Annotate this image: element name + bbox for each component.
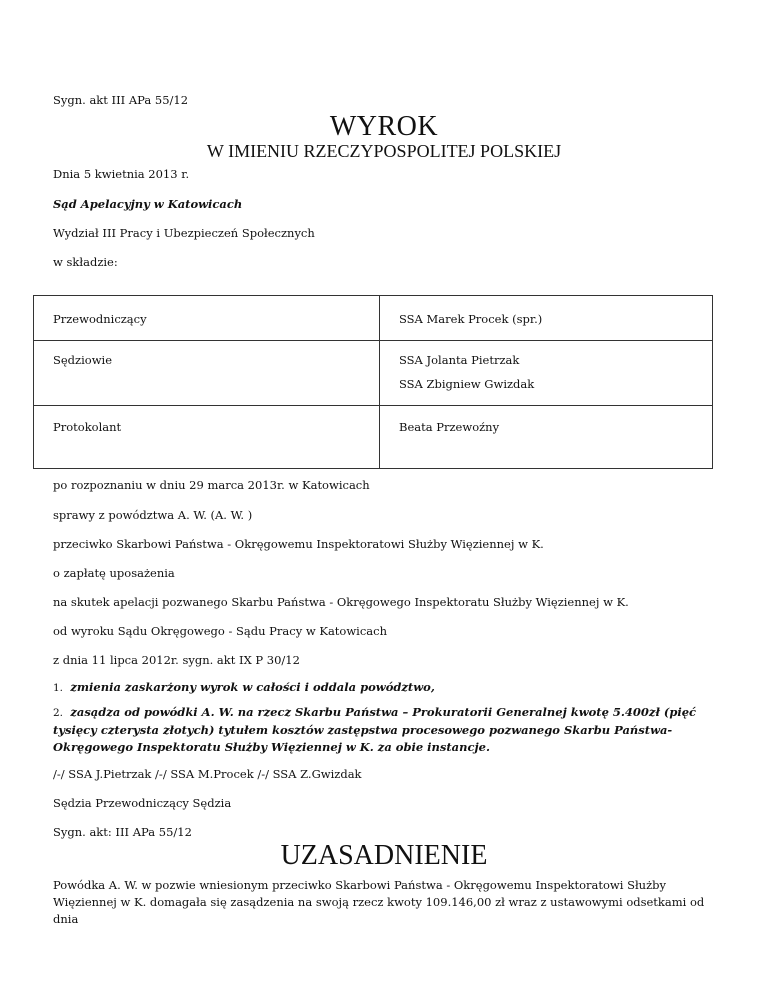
- table-row: [34, 341, 713, 406]
- composition-intro: w składzie:: [53, 255, 118, 269]
- court-division: Wydział III Pracy i Ubezpieczeń Społecznych: [53, 226, 315, 240]
- judge-name: SSA Zbigniew Gwizdak: [399, 377, 535, 391]
- body-line: sprawy z powództwa A. W. (A. W. ): [53, 508, 253, 522]
- body-line: przeciwko Skarbowi Państwa - Okręgowemu Inspektoratowi Służby Więziennej w K.: [53, 537, 544, 551]
- role-label: Protokolant: [53, 420, 122, 434]
- ruling-text: zmienia zaskarżony wyrok w całości i oddala powództwo,: [70, 680, 435, 694]
- signature-titles: Sędzia Przewodniczący Sędzia: [53, 796, 232, 810]
- ruling-text: zasądza od powódki A. W. na rzecz Skarbu Państwa – Prokuratorii Generalnej kwotę 5.400zł (pięć tysięcy czterysta złotych) tytułem kosztów zastępstwa procesowego pozwanego Skarbu Państwa- Okręgowego Inspektoratu Służby Więziennej w K. za obie instancje.: [53, 705, 697, 754]
- judgment-date: Dnia 5 kwietnia 2013 r.: [53, 167, 190, 181]
- body-line: z dnia 11 lipca 2012r. sygn. akt IX P 30/12: [53, 653, 300, 667]
- signatures: /-/ SSA J.Pietrzak /-/ SSA M.Procek /-/ SSA Z.Gwizdak: [53, 767, 362, 781]
- ruling-number: 2.: [53, 707, 64, 719]
- body-line: o zapłatę uposażenia: [53, 566, 175, 580]
- role-label: Przewodniczący: [53, 312, 147, 326]
- judge-name: SSA Marek Procek (spr.): [399, 312, 543, 326]
- clerk-name: Beata Przewoźny: [399, 420, 500, 434]
- justification-case-signature: Sygn. akt: III APa 55/12: [53, 825, 192, 839]
- body-line: od wyroku Sądu Okręgowego - Sądu Pracy w Katowicach: [53, 624, 388, 638]
- judgment-title: WYROK: [329, 111, 439, 142]
- table-row: [34, 406, 713, 469]
- body-line: po rozpoznaniu w dniu 29 marca 2013r. w Katowicach: [53, 478, 370, 492]
- case-signature: Sygn. akt III APa 55/12: [53, 93, 189, 107]
- ruling-number: 1.: [53, 682, 64, 694]
- ruling-point: [53, 679, 715, 697]
- table-row: [34, 296, 713, 341]
- judge-name: SSA Jolanta Pietrzak: [399, 353, 520, 367]
- justification-paragraph: Powódka A. W. w pozwie wniesionym przeciwko Skarbowi Państwa - Okręgowemu Inspektoratowi Służby Więziennej w K. domagała się zasądzenia na swoją rzecz kwoty 109.146,00 zł wraz z ustawowymi odsetkami od dnia: [53, 878, 705, 926]
- judgment-subtitle: W IMIENIU RZECZYPOSPOLITEJ POLSKIEJ: [206, 141, 562, 161]
- composition-table: [33, 295, 713, 469]
- body-line: na skutek apelacji pozwanego Skarbu Państwa - Okręgowego Inspektoratu Służby Więziennej w K.: [53, 595, 629, 609]
- ruling-point: [53, 704, 715, 756]
- role-label: Sędziowie: [53, 353, 113, 367]
- justification-title: UZASADNIENIE: [280, 840, 488, 871]
- court-name: Sąd Apelacyjny w Katowicach: [53, 197, 243, 211]
